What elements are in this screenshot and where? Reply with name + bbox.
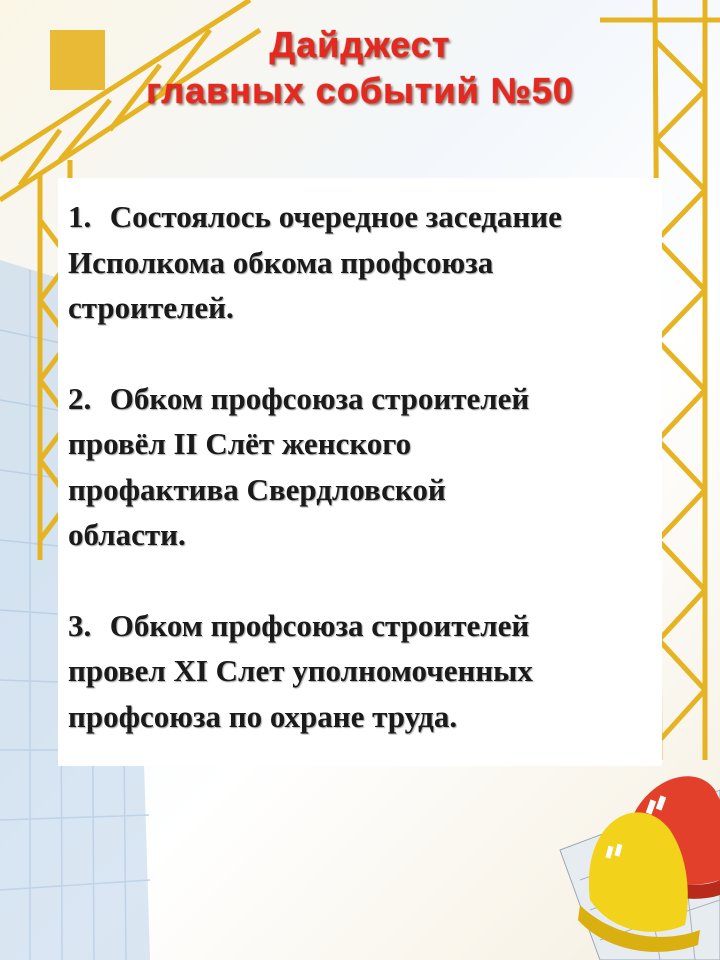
digest-item-1 xyxy=(68,194,654,331)
item-line: Обком профсоюза строителей xyxy=(109,380,530,416)
item-line: профактива Свердловской xyxy=(68,471,446,507)
item-number: 2. xyxy=(68,380,92,416)
item-number: 1. xyxy=(68,199,92,234)
item-line: Исполкома обкома профсоюза xyxy=(68,244,494,280)
item-line: строителей. xyxy=(68,290,234,325)
digest-item-3 xyxy=(68,603,654,740)
item-number: 3. xyxy=(68,607,92,643)
digest-item-2 xyxy=(68,376,654,558)
item-line: провёл II Слёт женского xyxy=(68,426,412,461)
slide-title xyxy=(0,22,720,114)
title-line-1: Дайджест xyxy=(269,24,451,65)
item-line: провел XI Слет уполномоченных xyxy=(68,653,533,688)
item-line: профсоюза по охране труда. xyxy=(68,698,458,734)
item-line: области. xyxy=(68,517,186,552)
item-line: Обком профсоюза строителей xyxy=(109,607,530,643)
item-line: Состоялось очередное заседание xyxy=(109,199,562,234)
title-line-2: главных событий №50 xyxy=(146,70,574,111)
digest-panel xyxy=(58,178,662,766)
